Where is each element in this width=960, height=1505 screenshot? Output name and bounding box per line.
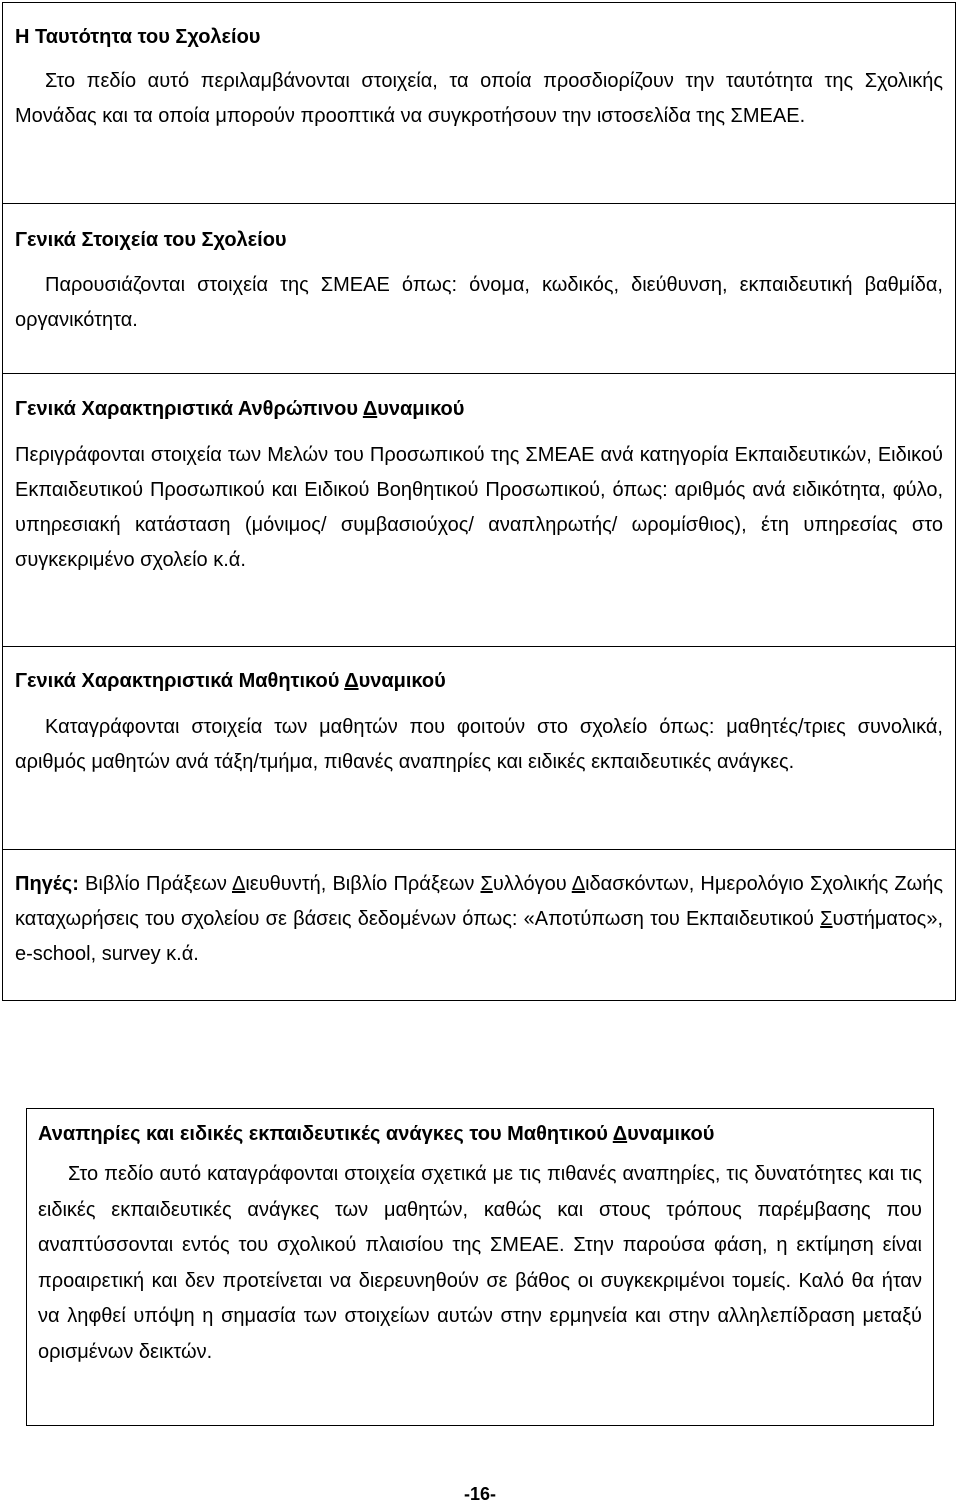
sources-underlined: Σ [480, 873, 493, 895]
sources-part: Βιβλίο Πράξεων [78, 873, 232, 895]
sources-part: υλλόγου [492, 873, 572, 895]
staff-heading-suffix: υναμικού [377, 398, 465, 420]
disabilities-heading-suffix: υναμικού [627, 1123, 715, 1145]
general-text-content: Παρουσιάζονται στοιχεία της ΣΜΕΑΕ όπως: όνομα, κωδικός, διεύθυνση, εκπαιδευτική βαθμίδα, οργανικότητα. [15, 274, 943, 331]
disabilities-heading-prefix: Αναπηρίες και ειδικές εκπαιδευτικές ανάγκες του Μαθητικού [38, 1123, 613, 1145]
sources-underlined: Δ [571, 873, 586, 895]
staff-heading-prefix: Γενικά Χαρακτηριστικά Ανθρώπινου [15, 398, 363, 420]
sources-part: ιευθυντή, Βιβλίο Πράξεων [245, 873, 481, 895]
students-text-content: Καταγράφονται στοιχεία των μαθητών που φοιτούν στο σχολείο όπως: μαθητές/τριες συνολικά, αριθμός μαθητών ανά τάξη/τμήμα, πιθανές αναπηρίες και ειδικές εκπαιδευτικές ανάγκες. [15, 716, 943, 773]
general-heading: Γενικά Στοιχεία του Σχολείου [15, 229, 287, 251]
students-text [15, 710, 943, 780]
sources-underlined: Δ [231, 873, 246, 895]
students-heading-suffix: υναμικού [358, 670, 446, 692]
students-heading-underlined: Δ [344, 670, 359, 692]
identity-heading: Η Ταυτότητα του Σχολείου [15, 26, 261, 48]
main-table [2, 2, 956, 1001]
row-divider [3, 646, 955, 647]
identity-text [15, 64, 943, 134]
row-divider [3, 849, 955, 850]
page-number: -16- [463, 1484, 496, 1504]
sources-label: Πηγές: [15, 873, 79, 895]
row-divider [3, 373, 955, 374]
students-heading-prefix: Γενικά Χαρακτηριστικά Μαθητικού [15, 670, 345, 692]
staff-heading [15, 396, 464, 422]
disabilities-heading [38, 1121, 714, 1147]
staff-heading-underlined: Δ [362, 398, 378, 420]
disabilities-heading-underlined: Δ [612, 1123, 628, 1145]
row-divider [3, 203, 955, 204]
students-heading [15, 668, 446, 694]
sources-part: υστήματος», e-school, survey κ.ά. [15, 908, 943, 965]
disabilities-text [38, 1157, 922, 1370]
staff-text-content: Περιγράφονται στοιχεία των Μελών του Προσωπικού της ΣΜΕΑΕ ανά κατηγορία Εκπαιδευτικών, Ειδικού Εκπαιδευτικού Προσωπικού και Ειδικού Βοηθητικού Προσωπικού, όπως: αριθμός ανά ειδικότητα, φύλο, υπηρεσιακή κατάσταση (μόνιμος/ συμβασιούχος/ αναπληρωτής/ ωρομίσθιος), έτη υπηρεσίας στο συγκεκριμένο σχολείο κ.ά. [15, 444, 943, 571]
general-text [15, 268, 943, 338]
sources-underlined: Σ [820, 908, 833, 930]
sources-text [15, 867, 943, 972]
disabilities-box [26, 1108, 934, 1426]
sources-part: ιδασκόντων, Ημερολόγιο Σχολικής Ζωής καταχωρήσεις του σχολείου σε βάσεις δεδομένων όπως: «Αποτύπωση του Εκπαιδευτικού [15, 873, 943, 930]
identity-text-content: Στο πεδίο αυτό περιλαμβάνονται στοιχεία, τα οποία προσδιορίζουν την ταυτότητα της Σχολικής Μονάδας και τα οποία μπορούν προοπτικά να συγκροτήσουν την ιστοσελίδα της ΣΜΕΑΕ. [15, 70, 943, 127]
staff-text [15, 438, 943, 578]
disabilities-text-content: Στο πεδίο αυτό καταγράφονται στοιχεία σχετικά με τις πιθανές αναπηρίες, τις δυνατότητες και τις ειδικές εκπαιδευτικές ανάγκες των μαθητών, καθώς και στους τρόπους παρέμβασης που αναπτύσσονται εντός του σχολικού πλαισίου της ΣΜΕΑΕ. Στην παρούσα φάση, η εκτίμηση είναι προαιρετική και δεν προτείνεται να διερευνηθούν σε βάθος οι συγκεκριμένοι τομείς. Καλό θα ήταν να ληφθεί υπόψη η σημασία των στοιχείων αυτών στην ερμηνεία και στην αλληλεπίδραση μεταξύ ορισμένων δεικτών. [38, 1163, 922, 1363]
